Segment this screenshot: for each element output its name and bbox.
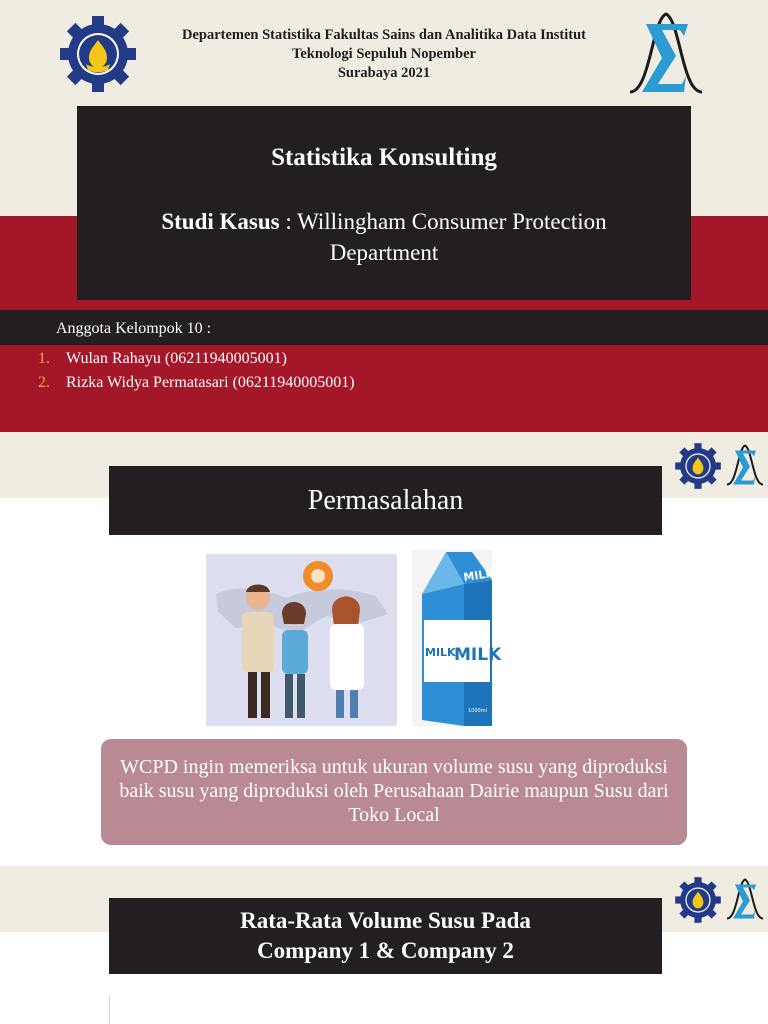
header-line-1: Departemen Statistika Fakultas Sains dan Analitika Data Institut <box>181 27 587 43</box>
header-line-2: Teknologi Sepuluh Nopember <box>292 46 476 62</box>
member-number: 1. <box>38 350 50 367</box>
case-study-text: : Willingham Consumer Protection Department <box>279 209 607 265</box>
statistics-sigma-logo-icon <box>624 8 708 98</box>
statistics-sigma-logo-icon <box>724 874 766 924</box>
milk-carton-icon <box>412 550 502 726</box>
problem-description-box <box>101 739 687 845</box>
presentation-title: Statistika Konsulting <box>271 144 497 171</box>
its-logo-icon <box>674 876 722 924</box>
its-logo-icon <box>674 442 722 490</box>
member-name: Wulan Rahayu (06211940005001) <box>66 350 287 367</box>
slide3-divider <box>109 995 110 1024</box>
member-name: Rizka Widya Permatasari (06211940005001) <box>66 374 355 391</box>
milk-top-label: MILK <box>462 566 495 584</box>
member-number: 2. <box>38 374 50 391</box>
case-study-label: Studi Kasus <box>161 209 280 234</box>
header-line-3: Surabaya 2021 <box>337 65 431 81</box>
milk-side-label: MILK <box>425 646 456 659</box>
list-item <box>38 347 355 371</box>
case-study-subtitle <box>117 206 651 268</box>
people-with-virus-icon <box>206 554 397 726</box>
title-card <box>77 106 691 300</box>
problem-description-text: WCPD ingin memeriksa untuk ukuran volume susu yang diproduksi baik susu yang diproduksi oleh Perusahaan Dairie maupun Susu dari Toko Local <box>119 756 669 826</box>
average-volume-title-line-1: Rata-Rata Volume Susu Pada <box>240 908 531 933</box>
list-item <box>38 371 355 395</box>
its-logo-icon <box>58 14 138 94</box>
milk-front-label: MILK <box>454 645 502 665</box>
people-illustration <box>206 554 397 726</box>
members-heading: Anggota Kelompok 10 : <box>56 320 212 337</box>
average-volume-title <box>109 898 662 974</box>
milk-carton-image <box>412 550 502 726</box>
permasalahan-title: Permasalahan <box>109 466 662 535</box>
average-volume-title-line-2: Company 1 & Company 2 <box>257 938 514 963</box>
institution-header <box>140 26 628 83</box>
members-list <box>38 347 355 395</box>
milk-volume-label: 1000ml <box>468 708 487 714</box>
statistics-sigma-logo-icon <box>724 440 766 490</box>
